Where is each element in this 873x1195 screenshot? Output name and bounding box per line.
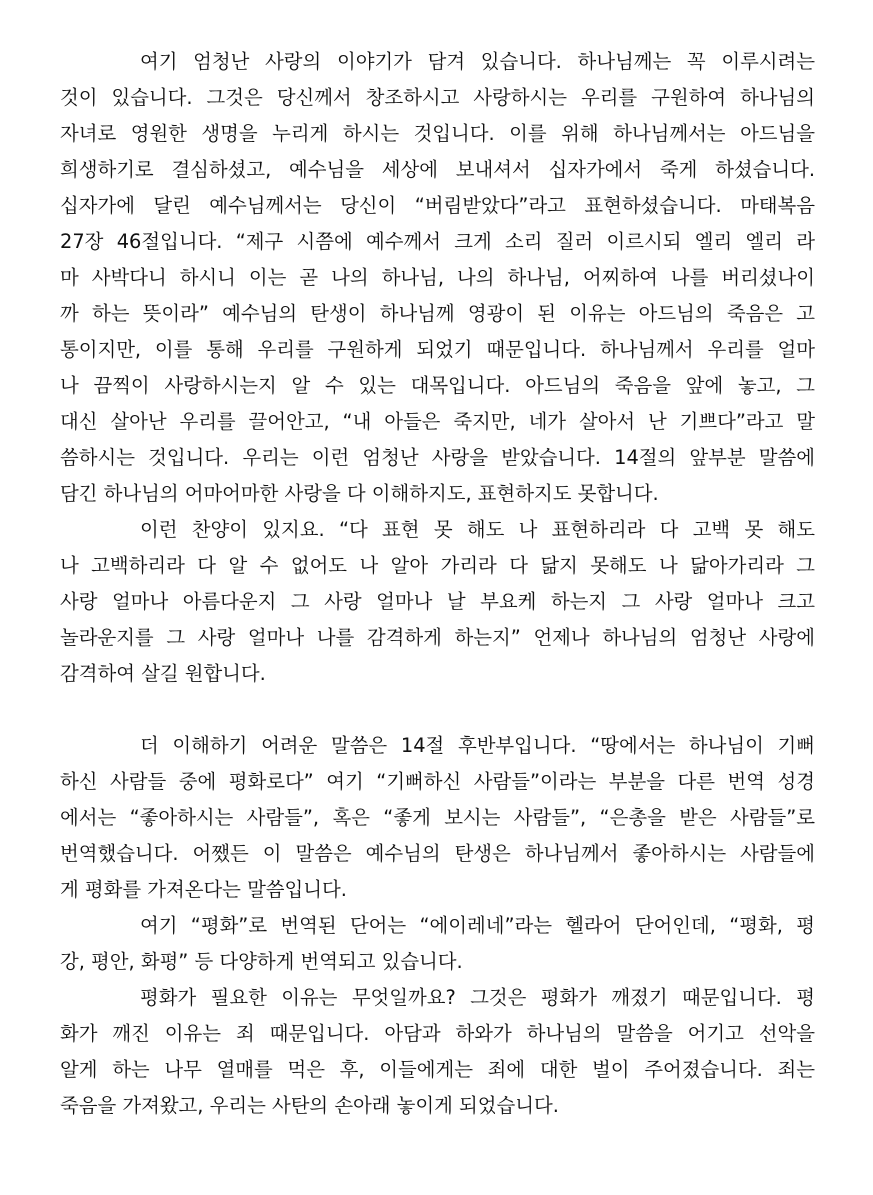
text-line: 나 끔찍이 사랑하시는지 알 수 있는 대목입니다. 아드님의 죽음을 앞에 놓고, 그	[60, 374, 815, 397]
text-line: 담긴 하나님의 어마어마한 사랑을 다 이해하지도, 표현하지도 못합니다.	[60, 482, 659, 505]
text-line: 것이 있습니다. 그것은 당신께서 창조하시고 사랑하시는 우리를 구원하여 하나님의	[60, 86, 815, 109]
paragraph-spacer	[60, 692, 815, 728]
paragraph	[60, 44, 815, 512]
paragraph	[60, 728, 815, 908]
text-line: 씀하시는 것입니다. 우리는 이런 엄청난 사랑을 받았습니다. 14절의 앞부분 말씀에	[60, 446, 815, 469]
paragraph	[60, 980, 815, 1124]
text-line: 자녀로 영원한 생명을 누리게 하시는 것입니다. 이를 위해 하나님께서는 아드님을	[60, 122, 815, 145]
text-line: 까 하는 뜻이라” 예수님의 탄생이 하나님께 영광이 된 이유는 아드님의 죽음은 고	[60, 302, 815, 325]
paragraph	[60, 908, 815, 980]
document-page	[60, 44, 815, 1124]
text-line: 더 이해하기 어려운 말씀은 14절 후반부입니다. “땅에서는 하나님이 기뻐	[140, 734, 815, 757]
text-line: 평화가 필요한 이유는 무엇일까요? 그것은 평화가 깨졌기 때문입니다. 평	[140, 986, 815, 1009]
text-line: 십자가에 달린 예수님께서는 당신이 “버림받았다”라고 표현하셨습니다. 마태복음	[60, 194, 815, 217]
text-line: 여기 “평화”로 번역된 단어는 “에이레네”라는 헬라어 단어인데, “평화, 평	[140, 914, 815, 937]
paragraph	[60, 512, 815, 692]
text-line: 이런 찬양이 있지요. “다 표현 못 해도 나 표현하리라 다 고백 못 해도	[140, 518, 815, 541]
text-line: 에서는 “좋아하시는 사람들”, 혹은 “좋게 보시는 사람들”, “은총을 받은 사람들”로	[60, 806, 815, 829]
text-line: 감격하여 살길 원합니다.	[60, 662, 266, 685]
text-line: 나 고백하리라 다 알 수 없어도 나 알아 가리라 다 닮지 못해도 나 닮아가리라 그	[60, 554, 815, 577]
text-line: 놀라운지를 그 사랑 얼마나 나를 감격하게 하는지” 언제나 하나님의 엄청난 사랑에	[60, 626, 815, 649]
text-line: 27장 46절입니다. “제구 시쯤에 예수께서 크게 소리 질러 이르시되 엘리 엘리 라	[60, 230, 815, 253]
text-line: 강, 평안, 화평” 등 다양하게 번역되고 있습니다.	[60, 950, 463, 973]
text-line: 마 사박다니 하시니 이는 곧 나의 하나님, 나의 하나님, 어찌하여 나를 버리셨나이	[60, 266, 815, 289]
text-line: 통이지만, 이를 통해 우리를 구원하게 되었기 때문입니다. 하나님께서 우리를 얼마	[60, 338, 815, 361]
text-line: 희생하기로 결심하셨고, 예수님을 세상에 보내셔서 십자가에서 죽게 하셨습니다.	[60, 158, 815, 181]
text-line: 번역했습니다. 어쨌든 이 말씀은 예수님의 탄생은 하나님께서 좋아하시는 사람들에	[60, 842, 815, 865]
text-line: 대신 살아난 우리를 끌어안고, “내 아들은 죽지만, 네가 살아서 난 기쁘다”라고 말	[60, 410, 815, 433]
text-line: 여기 엄청난 사랑의 이야기가 담겨 있습니다. 하나님께는 꼭 이루시려는	[140, 50, 815, 73]
text-line: 게 평화를 가져온다는 말씀입니다.	[60, 878, 347, 901]
text-line: 화가 깨진 이유는 죄 때문입니다. 아담과 하와가 하나님의 말씀을 어기고 선악을	[60, 1022, 815, 1045]
text-line: 하신 사람들 중에 평화로다” 여기 “기뻐하신 사람들”이라는 부분을 다른 번역 성경	[60, 770, 815, 793]
text-line: 알게 하는 나무 열매를 먹은 후, 이들에게는 죄에 대한 벌이 주어졌습니다. 죄는	[60, 1058, 815, 1081]
text-line: 죽음을 가져왔고, 우리는 사탄의 손아래 놓이게 되었습니다.	[60, 1094, 559, 1117]
text-line: 사랑 얼마나 아름다운지 그 사랑 얼마나 날 부요케 하는지 그 사랑 얼마나 크고	[60, 590, 815, 613]
